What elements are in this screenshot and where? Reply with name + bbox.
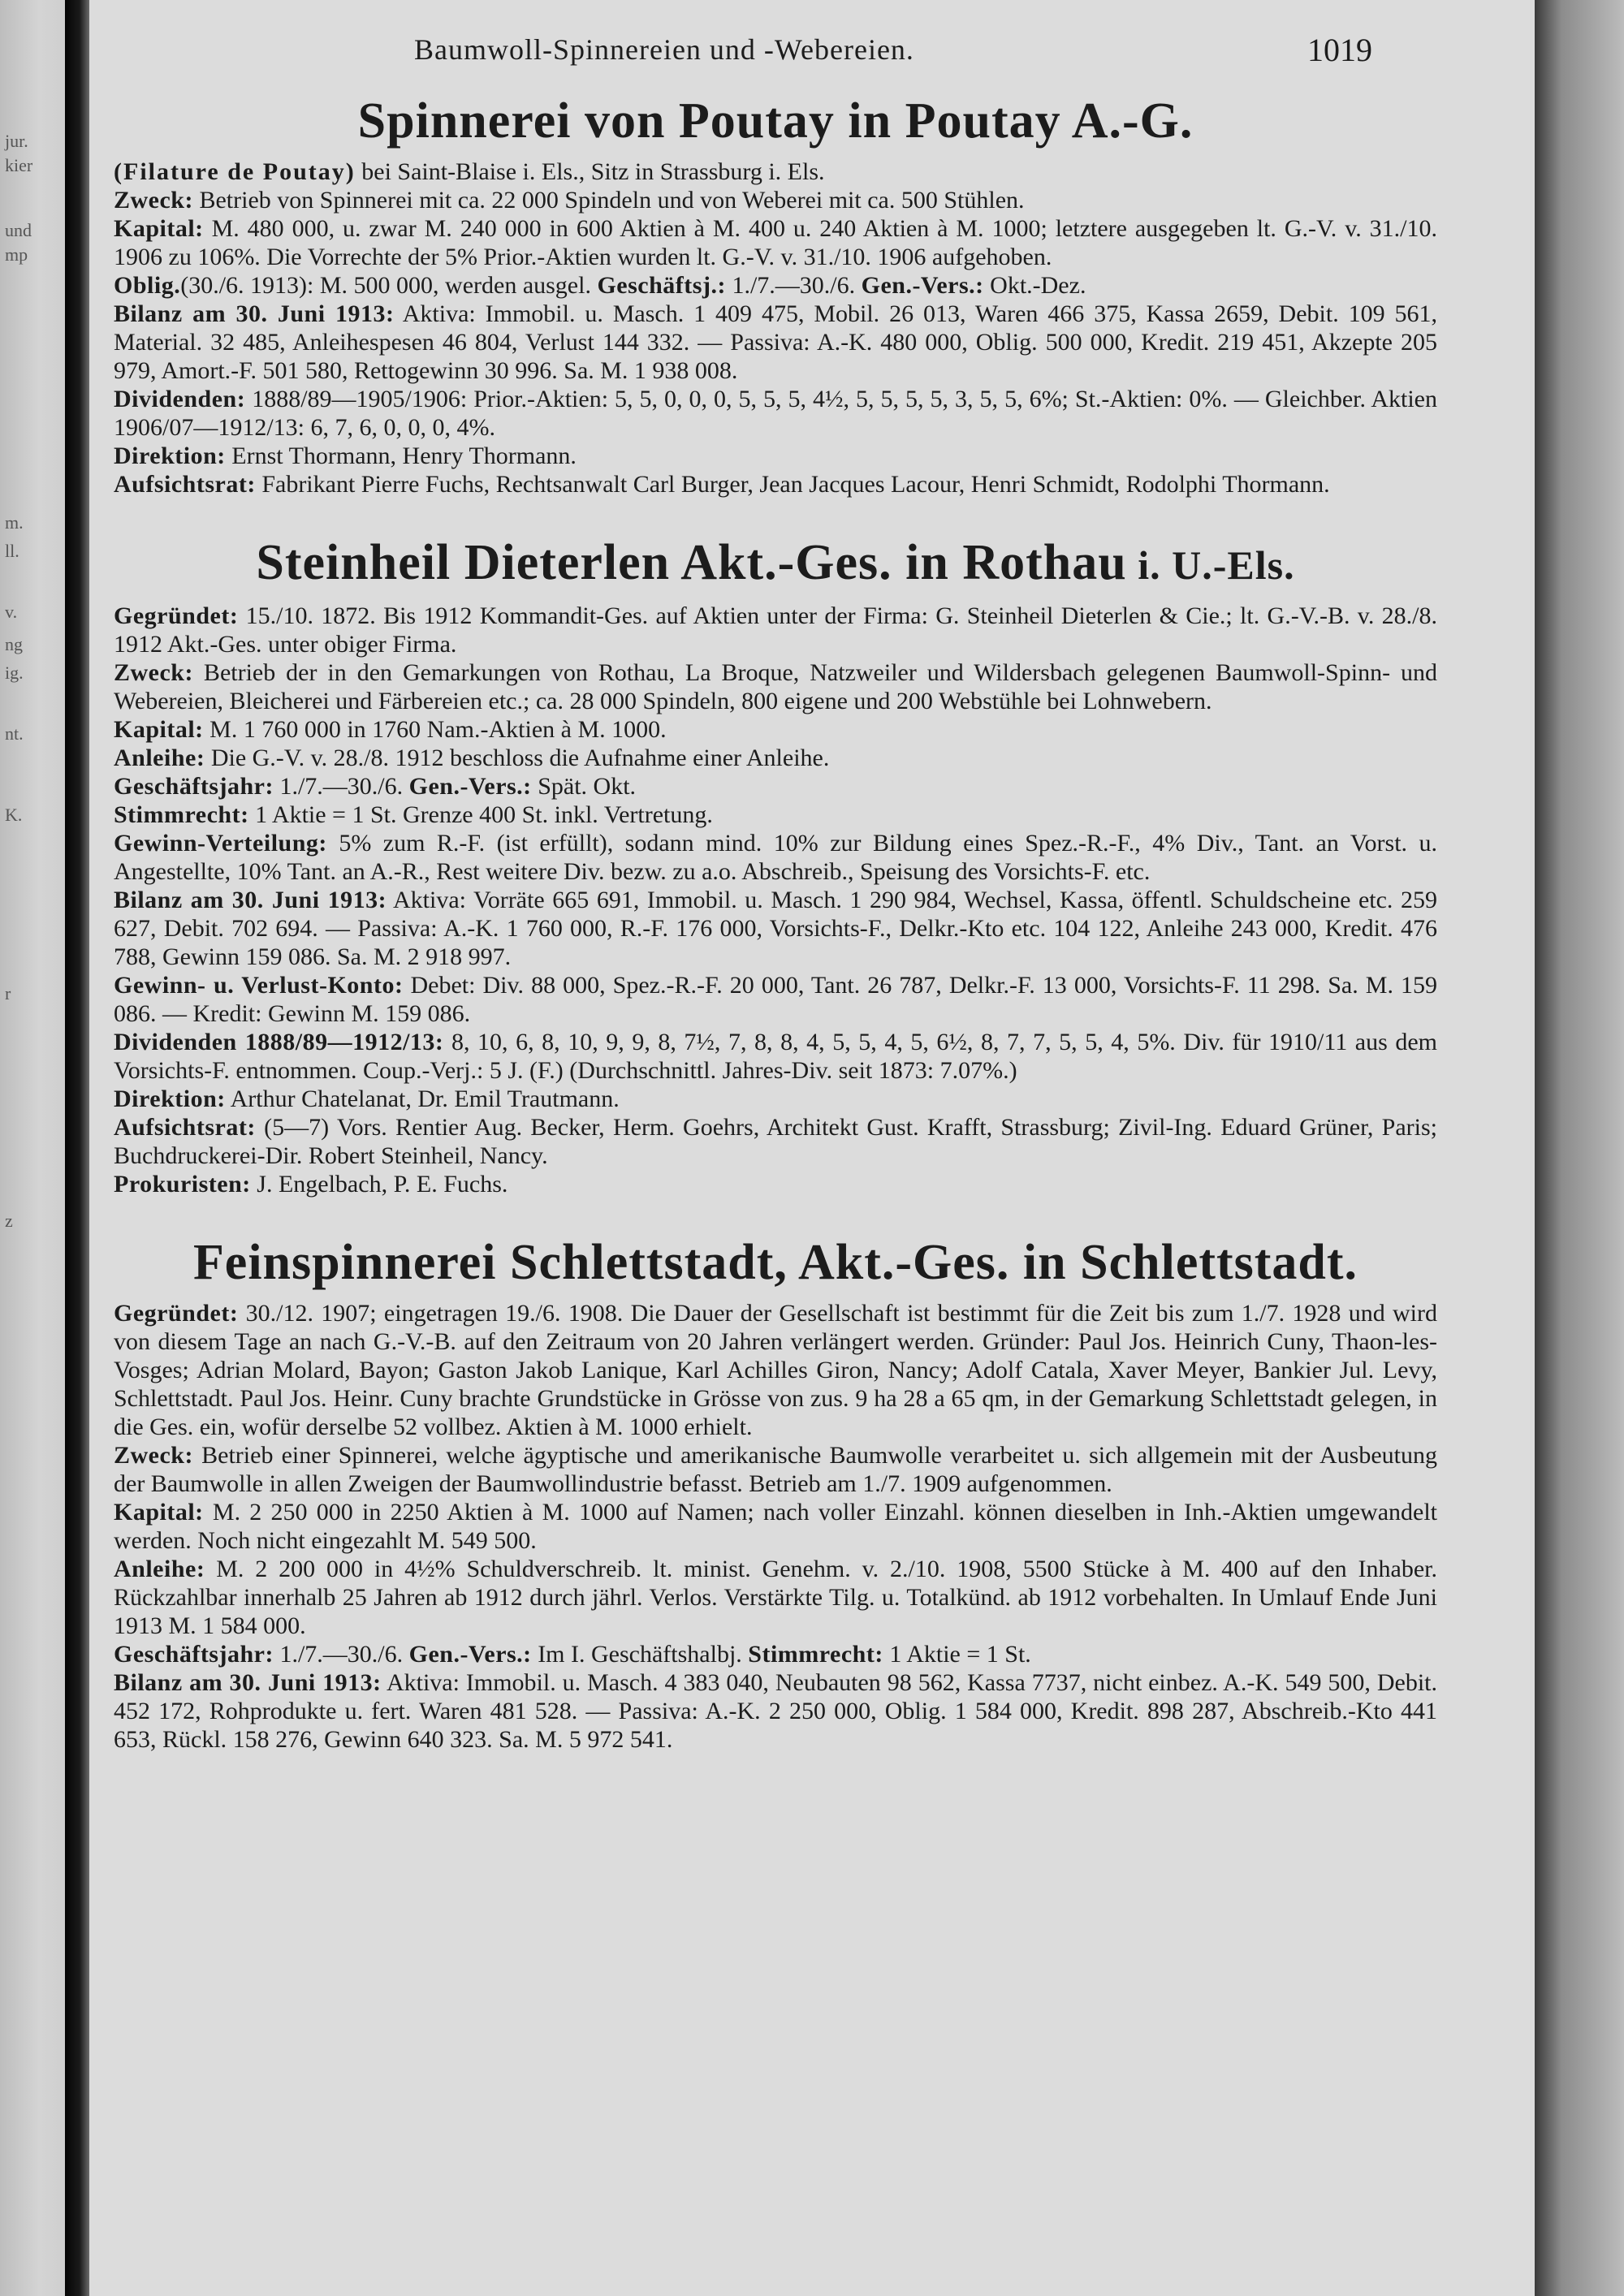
field-label: Kapital: (114, 215, 204, 242)
page-number: 1019 (1307, 32, 1372, 68)
entry-paragraph (114, 829, 1437, 886)
field-text: M. 480 000, u. zwar M. 240 000 in 600 Aktien à M. 400 u. 240 Aktien à M. 1000; letztere ausgegeben lt. G.-V. v. 31./10. 1906 zu 106%. Die Vorrechte der 5% Prior.-Aktien wurden lt. G.-V. v. 31./10. 1906 aufgehoben. (114, 215, 1437, 270)
company-title (114, 531, 1437, 597)
field-text: 15./10. 1872. Bis 1912 Kommandit-Ges. auf Aktien unter der Firma: G. Steinheil Dieterlen & Cie.; lt. G.-V.-B. v. 28./8. 1912 Akt.-Ges. unter obiger Firma. (114, 602, 1437, 658)
entry-paragraph (114, 602, 1437, 658)
margin-fragment: ig. (5, 662, 24, 683)
field-text: Fabrikant Pierre Fuchs, Rechtsanwalt Carl Burger, Jean Jacques Lacour, Henri Schmidt, Rodolphi Thormann. (255, 471, 1330, 498)
margin-fragment: ll. (5, 541, 19, 561)
margin-fragment: z (5, 1211, 13, 1231)
field-text: M. 1 760 000 in 1760 Nam.-Aktien à M. 1000. (203, 716, 667, 743)
company-entry (114, 89, 1437, 498)
field-text: Debet: Div. 88 000, Spez.-R.-F. 20 000, Tant. 26 787, Delkr.-F. 13 000, Vorsichts-F. 11 298. Sa. M. 159 086. — Kredit: Gewinn M. 159 086. (114, 972, 1437, 1027)
field-text: (30./6. 1913): M. 500 000, werden ausgel. (180, 272, 598, 299)
field-text: J. Engelbach, P. E. Fuchs. (250, 1171, 508, 1198)
field-label: Zweck: (114, 1442, 193, 1469)
subtitle-label: (Filature de Poutay) (114, 158, 356, 185)
field-text: M. 2 200 000 in 4½% Schuldverschreib. lt. minist. Genehm. v. 2./10. 1908, 5500 Stücke à M. 400 auf den Inhaber. Rückzahlbar innerhalb 25 Jahren ab 1912 durch jährl. Verlos. Verstärkte Tilg. u. Totalkünd. ab 1912 vorbehalten. In Umlauf Ende Juni 1913 M. 1 584 000. (114, 1556, 1437, 1639)
page-body (114, 89, 1437, 1786)
field-text: 5% zum R.-F. (ist erfüllt), sodann mind. 10% zur Bildung eines Spez.-R.-F., 4% Div., Tant. an Vorst. u. Angestellte, 10% Tant. an A.-R., Rest weitere Div. bezw. zu a.o. Abschreib., Speisung des Vorsichts-F. etc. (114, 830, 1437, 885)
field-label: Gen.-Vers.: (408, 773, 532, 800)
entry-paragraph (114, 385, 1437, 442)
company-title-main: Steinheil Dieterlen Akt.-Ges. in Rothau (256, 535, 1127, 590)
field-label: Anleihe: (114, 744, 205, 771)
field-label: Dividenden 1888/89—1912/13: (114, 1029, 444, 1055)
field-text: Spät. Okt. (531, 773, 637, 800)
field-label: Direktion: (114, 442, 226, 469)
entry-paragraph (114, 772, 1437, 801)
field-text: M. 2 250 000 in 2250 Aktien à M. 1000 auf Namen; nach voller Einzahl. können dieselben in Inh.-Aktien umgewandelt werden. Noch nicht eingezahlt M. 549 500. (114, 1499, 1437, 1554)
page-edge-shadow (1535, 0, 1624, 2296)
binding-shadow (65, 0, 89, 2296)
field-label: Geschäftsjahr: (114, 1641, 274, 1668)
field-label: Geschäftsjahr: (114, 773, 274, 800)
running-title: Baumwoll-Spinnereien und -Webereien. (414, 33, 914, 66)
field-text: Ernst Thormann, Henry Thormann. (225, 442, 577, 469)
entry-paragraph (114, 1299, 1437, 1441)
entry-paragraph (114, 715, 1437, 744)
field-text: Aktiva: Immobil. u. Masch. 4 383 040, Neubauten 98 562, Kassa 7737, nicht einbez. A.-K. 549 500, Debit. 452 172, Rohprodukte u. fert. Waren 481 528. — Passiva: A.-K. 2 250 000, Oblig. 1 584 000, Kredit. 898 287, Abschreib.-Kto 441 653, Rückl. 158 276, Gewinn 640 323. Sa. M. 5 972 541. (114, 1669, 1437, 1753)
entry-paragraph (114, 1170, 1437, 1198)
subtitle-text: bei Saint-Blaise i. Els., Sitz in Strassburg i. Els. (355, 158, 825, 185)
field-label: Stimmrecht: (114, 801, 249, 828)
field-text: Okt.-Dez. (983, 272, 1086, 299)
field-label: Bilanz am 30. Juni 1913: (114, 1669, 382, 1696)
field-label: Zweck: (114, 659, 193, 686)
field-label: Kapital: (114, 1499, 204, 1526)
entry-paragraph (114, 1555, 1437, 1640)
book-page (89, 0, 1535, 2296)
field-text: Betrieb der in den Gemarkungen von Rothau, La Broque, Natzweiler und Wildersbach gelegenen Baumwoll-Spinn- und Webereien, Bleicherei und Färbereien etc.; ca. 28 000 Spindeln, 800 eigene und 200 Webstühle bei Lohnwebern. (114, 659, 1437, 714)
field-text: 1./7.—30./6. (273, 773, 409, 800)
field-label: Gegründet: (114, 1300, 239, 1327)
field-label: Gewinn- u. Verlust-Konto: (114, 972, 404, 999)
field-label: Gegründet: (114, 602, 239, 629)
field-label: Dividenden: (114, 386, 246, 412)
company-entry (114, 1231, 1437, 1754)
adjacent-page-edge (0, 0, 65, 2296)
field-label: Gen.-Vers.: (408, 1641, 532, 1668)
field-text: 30./12. 1907; eingetragen 19./6. 1908. Die Dauer der Gesellschaft ist bestimmt für die Zeit bis zum 1./7. 1928 und wird von diesem Tage an nach G.-V.-B. auf den Zeitraum von 20 Jahren verlängert werden. Gründer: Paul Jos. Heinrich Cuny, Thaon-les-Vosges; Adrian Molard, Bayon; Gaston Jakob Lanique, Karl Achilles Giron, Nancy; Adolf Catala, Xaver Meyer, Bankier Jul. Levy, Schlettstadt. Paul Jos. Heinr. Cuny brachte Grundstücke in Grösse von zus. 9 ha 28 a 65 qm, in der Gemarkung Schlettstadt gelegen, in die Ges. ein, wofür derselbe 52 vollbez. Aktien à M. 1000 erhielt. (114, 1300, 1437, 1440)
field-label: Prokuristen: (114, 1171, 251, 1198)
company-entry (114, 531, 1437, 1198)
field-label: Stimmrecht: (748, 1641, 883, 1668)
entry-paragraph (114, 1668, 1437, 1754)
field-text: Im I. Geschäftshalbj. (531, 1641, 749, 1668)
entry-paragraph (114, 300, 1437, 385)
entry-paragraph (114, 744, 1437, 772)
margin-fragment: v. (5, 602, 18, 622)
field-label: Geschäftsj.: (597, 272, 726, 299)
field-label: Aufsichtsrat: (114, 1114, 256, 1141)
entry-paragraph (114, 1085, 1437, 1113)
margin-fragment: ng (5, 634, 23, 654)
entry-paragraph (114, 658, 1437, 715)
entry-paragraph (114, 1640, 1437, 1668)
field-text: (5—7) Vors. Rentier Aug. Becker, Herm. Goehrs, Architekt Gust. Krafft, Strassburg; Zivil-Ing. Eduard Grüner, Paris; Buchdruckerei-Dir. Robert Steinheil, Nancy. (114, 1114, 1437, 1169)
entry-paragraph (114, 271, 1437, 300)
margin-fragment: r (5, 983, 11, 1003)
field-label: Oblig. (114, 272, 181, 299)
field-text: Betrieb einer Spinnerei, welche ägyptische und amerikanische Baumwolle verarbeitet u. sich allgemein mit der Ausbeutung der Baumwolle in allen Zweigen der Baumwollindustrie befasst. Betrieb am 1./7. 1909 aufgenommen. (114, 1442, 1437, 1497)
margin-fragment: mp (5, 244, 28, 265)
field-text: 1 Aktie = 1 St. Grenze 400 St. inkl. Vertretung. (248, 801, 713, 828)
company-title: Feinspinnerei Schlettstadt, Akt.-Ges. in Schlettstadt. (192, 1235, 1358, 1290)
entry-paragraph (114, 886, 1437, 971)
margin-fragment: kier (5, 155, 33, 175)
field-text: 1./7.—30./6. (273, 1641, 409, 1668)
field-label: Gen.-Vers.: (861, 272, 984, 299)
field-label: Aufsichtsrat: (114, 471, 256, 498)
field-text: Aktiva: Vorräte 665 691, Immobil. u. Masch. 1 290 984, Wechsel, Kassa, öffentl. Schuldscheine etc. 259 627, Debit. 702 694. — Passiva: A.-K. 1 760 000, R.-F. 176 000, Vorsichts-F., Delkr.-Kto etc. 104 122, Anleihe 243 000, Kredit. 476 788, Gewinn 159 086. Sa. M. 2 918 997. (114, 887, 1437, 970)
entry-paragraph (114, 1113, 1437, 1170)
entry-paragraph (114, 1498, 1437, 1555)
entry-paragraph (114, 470, 1437, 498)
field-text: Betrieb von Spinnerei mit ca. 22 000 Spindeln und von Weberei mit ca. 500 Stühlen. (192, 187, 1025, 214)
field-label: Direktion: (114, 1085, 226, 1112)
margin-fragment: K. (5, 805, 23, 825)
company-subtitle (114, 158, 1437, 186)
company-title-suffix: i. U.-Els. (1126, 542, 1295, 588)
margin-fragment: m. (5, 512, 24, 533)
field-text: 1888/89—1905/1906: Prior.-Aktien: 5, 5, 0, 0, 0, 5, 5, 5, 4½, 5, 5, 5, 5, 3, 5, 5, 6%; St.-Aktien: 0%. — Gleichber. Aktien 1906/07—1912/13: 6, 7, 6, 0, 0, 0, 4%. (114, 386, 1437, 441)
field-text: 1 Aktie = 1 St. (883, 1641, 1031, 1668)
margin-fragment: nt. (5, 723, 24, 744)
field-label: Zweck: (114, 187, 193, 214)
margin-fragment: und (5, 220, 32, 240)
entry-paragraph (114, 214, 1437, 271)
entry-paragraph (114, 801, 1437, 829)
entry-paragraph (114, 1441, 1437, 1498)
field-label: Bilanz am 30. Juni 1913: (114, 887, 387, 913)
field-label: Kapital: (114, 716, 204, 743)
margin-fragment: jur. (5, 131, 28, 151)
adjacent-page-fragments (0, 0, 65, 2296)
field-label: Gewinn-Verteilung: (114, 830, 327, 857)
entry-paragraph (114, 442, 1437, 470)
field-text: 8, 10, 6, 8, 10, 9, 9, 8, 7½, 7, 8, 8, 4, 5, 5, 4, 5, 6½, 8, 7, 7, 5, 5, 4, 5%. Div. für 1910/11 aus dem Vorsichts-F. entnommen. Coup.-Verj.: 5 J. (F.) (Durchschnittl. Jahres-Div. seit 1873: 7.07%.) (114, 1029, 1437, 1084)
field-text: 1./7.—30./6. (725, 272, 862, 299)
field-text: Arthur Chatelanat, Dr. Emil Trautmann. (225, 1085, 620, 1112)
entry-paragraph (114, 971, 1437, 1028)
entry-paragraph (114, 186, 1437, 214)
company-title: Spinnerei von Poutay in Poutay A.-G. (357, 93, 1194, 149)
field-text: Die G.-V. v. 28./8. 1912 beschloss die Aufnahme einer Anleihe. (205, 744, 830, 771)
entry-paragraph (114, 1028, 1437, 1085)
running-head (89, 32, 1535, 73)
field-text: Aktiva: Immobil. u. Masch. 1 409 475, Mobil. 26 013, Waren 466 375, Kassa 2659, Debit. 109 561, Material. 32 485, Anleihespesen 46 804, Verlust 144 332. — Passiva: A.-K. 480 000, Oblig. 500 000, Kredit. 219 451, Akzepte 205 979, Amort.-F. 501 580, Rettogewinn 30 996. Sa. M. 1 938 008. (114, 300, 1437, 384)
field-label: Bilanz am 30. Juni 1913: (114, 300, 395, 327)
field-label: Anleihe: (114, 1556, 205, 1582)
